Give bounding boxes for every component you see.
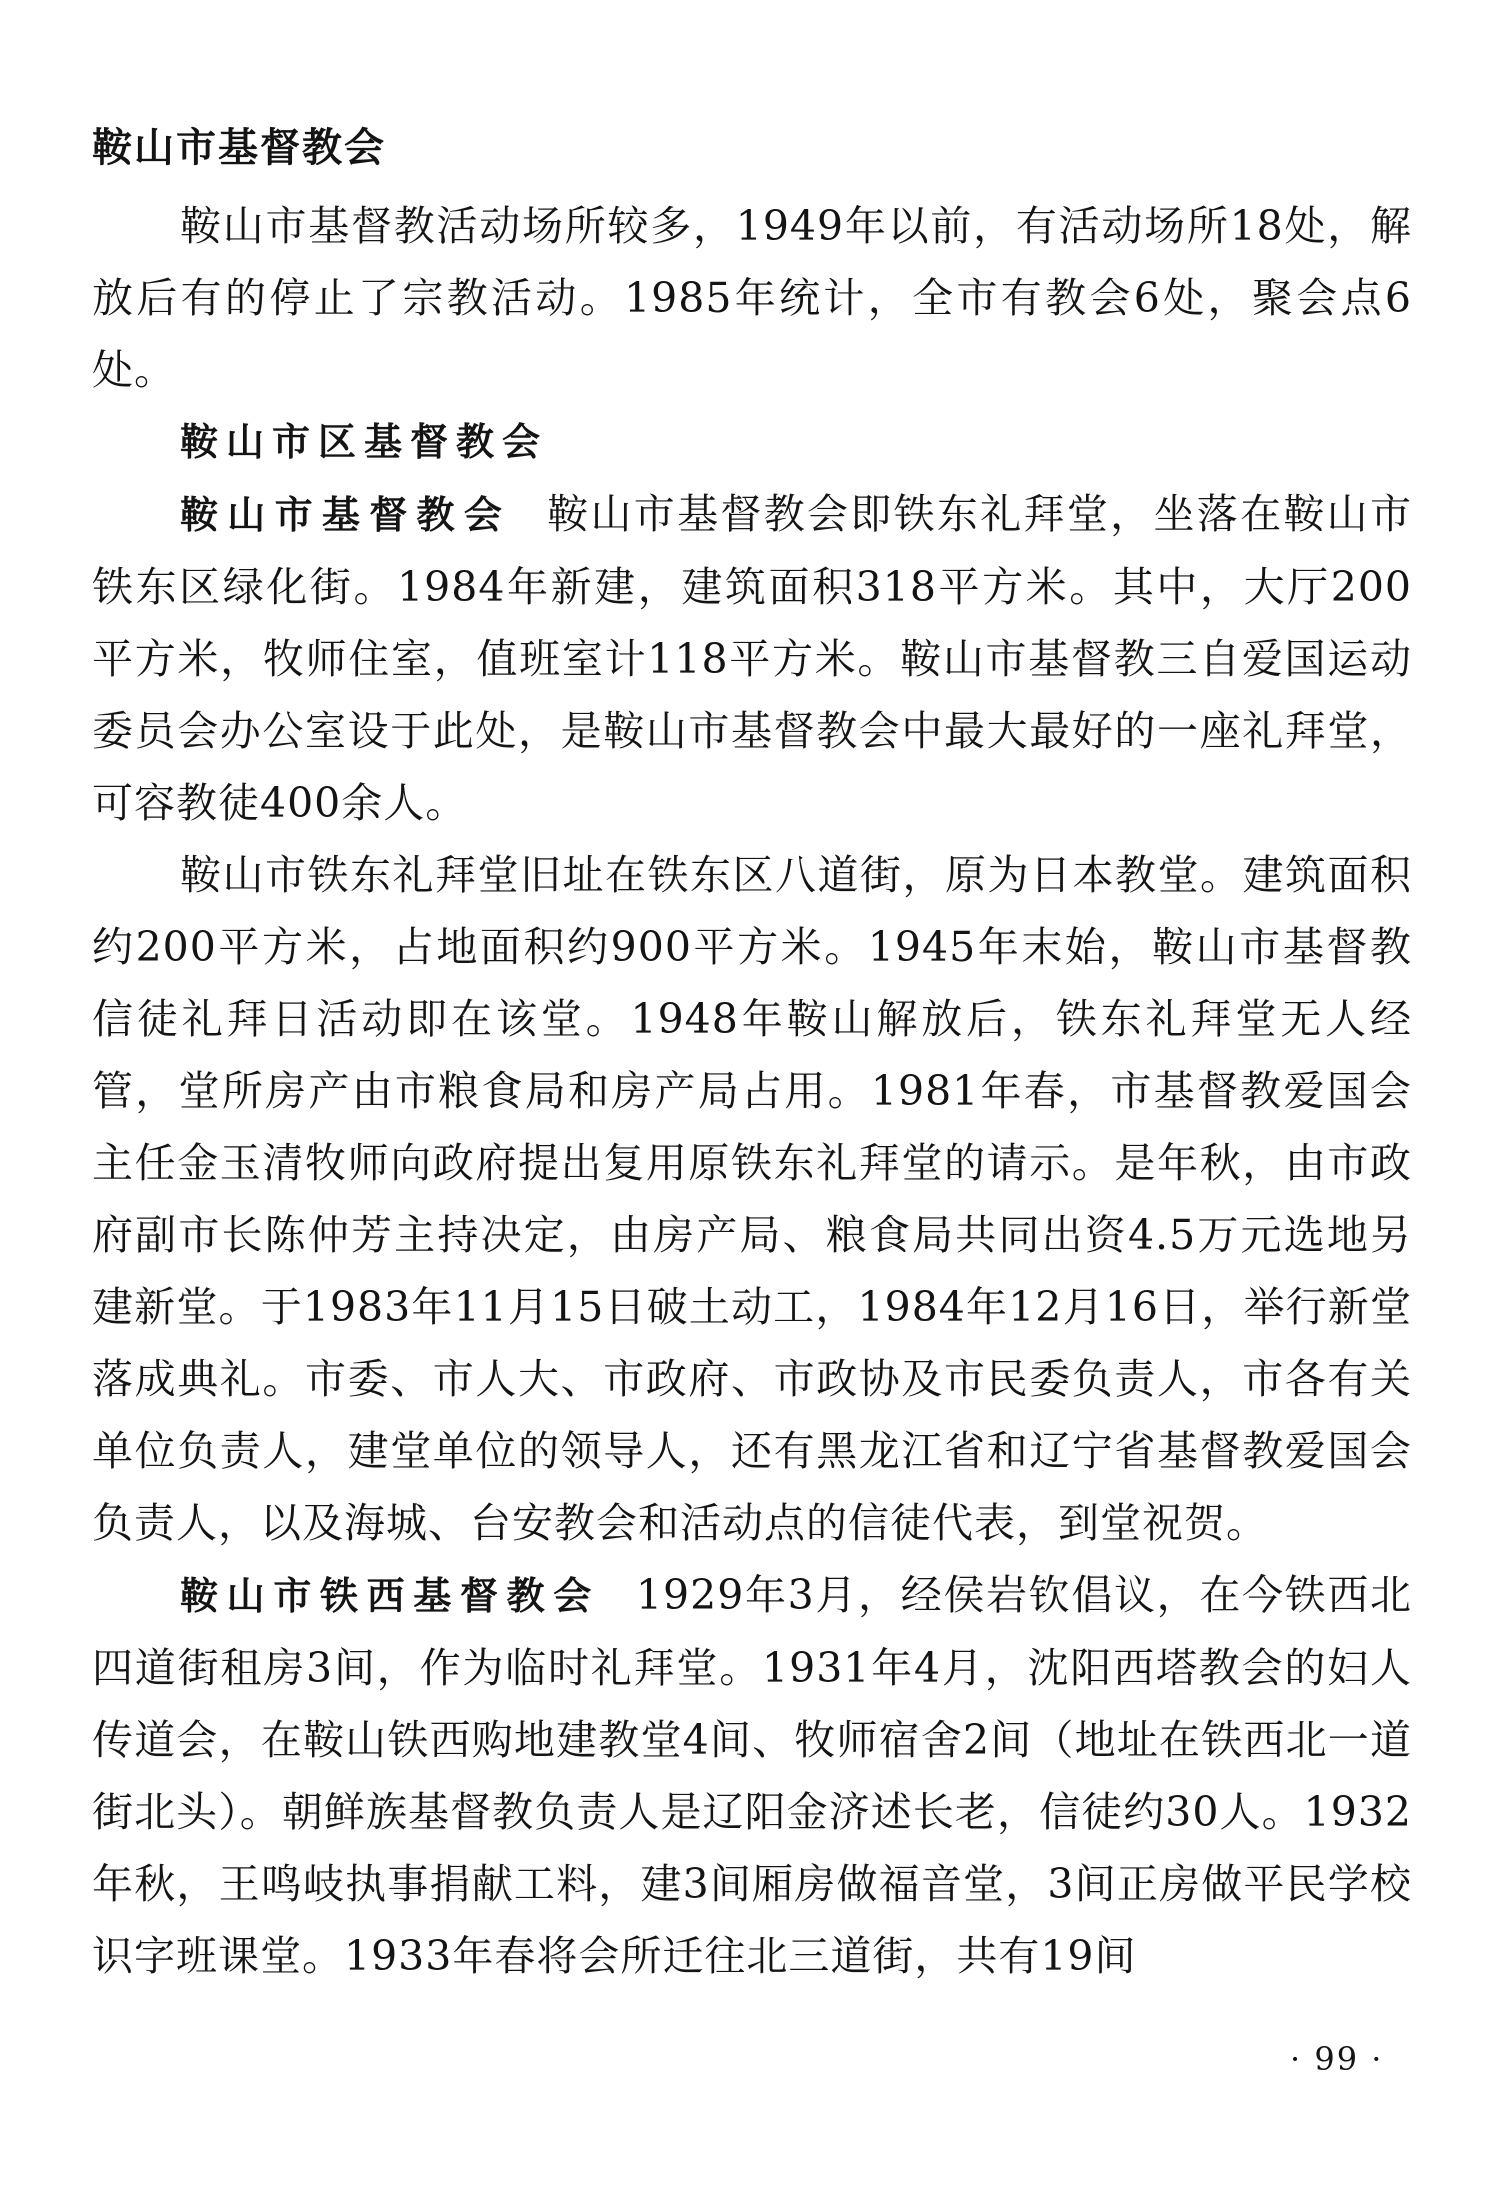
entry-text-tiexi-church: 1929年3月，经侯岩钦倡议，在今铁西北四道街租房3间，作为临时礼拜堂。1931年4月，沈阳西塔教会的妇人传道会，在鞍山铁西购地建教堂4间、牧师宿舍2间（地址在铁西北一道街北头）。朝鲜族基督教负责人是辽阳金济述长老，信徒约30人。1932年秋，王鸣岐执事捐献工料，建3间厢房做福音堂，3间正房做平民学校识字班课堂。1933年春将会所迁往北三道街，共有19间 bbox=[92, 1571, 1412, 1980]
tiedong-history-paragraph: 鞍山市铁东礼拜堂旧址在铁东区八道街，原为日本教堂。建筑面积约200平方米，占地面积约900平方米。1945年末始，鞍山市基督教信徒礼拜日活动即在该堂。1948年鞍山解放后，铁东礼拜堂无人经管，堂所房产由市粮食局和房产局占用。1981年春，市基督教爱国会主任金玉清牧师向政府提出复用原铁东礼拜堂的请示。是年秋，由市政府副市长陈仲芳主持决定，由房产局、粮食局共同出资4.5万元选地另建新堂。于1983年11月15日破土动工，1984年12月16日，举行新堂落成典礼。市委、市人大、市政府、市政协及市民委负责人，市各有关单位负责人，建堂单位的领导人，还有黑龙江省和辽宁省基督教爱国会负责人，以及海城、台安教会和活动点的信徒代表，到堂祝贺。 bbox=[92, 851, 1412, 1547]
section-title: 鞍山市基督教会 bbox=[92, 125, 386, 171]
page-number: · 99 · bbox=[1290, 2040, 1384, 2078]
entry-tiexi-church bbox=[92, 1559, 1412, 1992]
entry-text-anshan-church: 鞍山市基督教会即铁东礼拜堂，坐落在鞍山市铁东区绿化街。1984年新建，建筑面积318平方米。其中，大厅200平方米，牧师住室，值班室计118平方米。鞍山市基督教三自爱国运动委员会办公室设于此处，是鞍山市基督教会中最大最好的一座礼拜堂，可容教徒400余人。 bbox=[92, 490, 1412, 827]
intro-paragraph: 鞍山市基督教活动场所较多，1949年以前，有活动场所18处，解放后有的停止了宗教活动。1985年统计，全市有教会6处，聚会点6处。 bbox=[92, 202, 1412, 394]
subsection-title: 鞍山市区基督教会 bbox=[180, 419, 549, 464]
page-body bbox=[92, 112, 1412, 1992]
entry-lead-tiexi-church: 鞍山市铁西基督教会 bbox=[180, 1573, 600, 1618]
entry-anshan-church bbox=[92, 478, 1412, 839]
entry-lead-anshan-church: 鞍山市基督教会 bbox=[180, 492, 512, 537]
